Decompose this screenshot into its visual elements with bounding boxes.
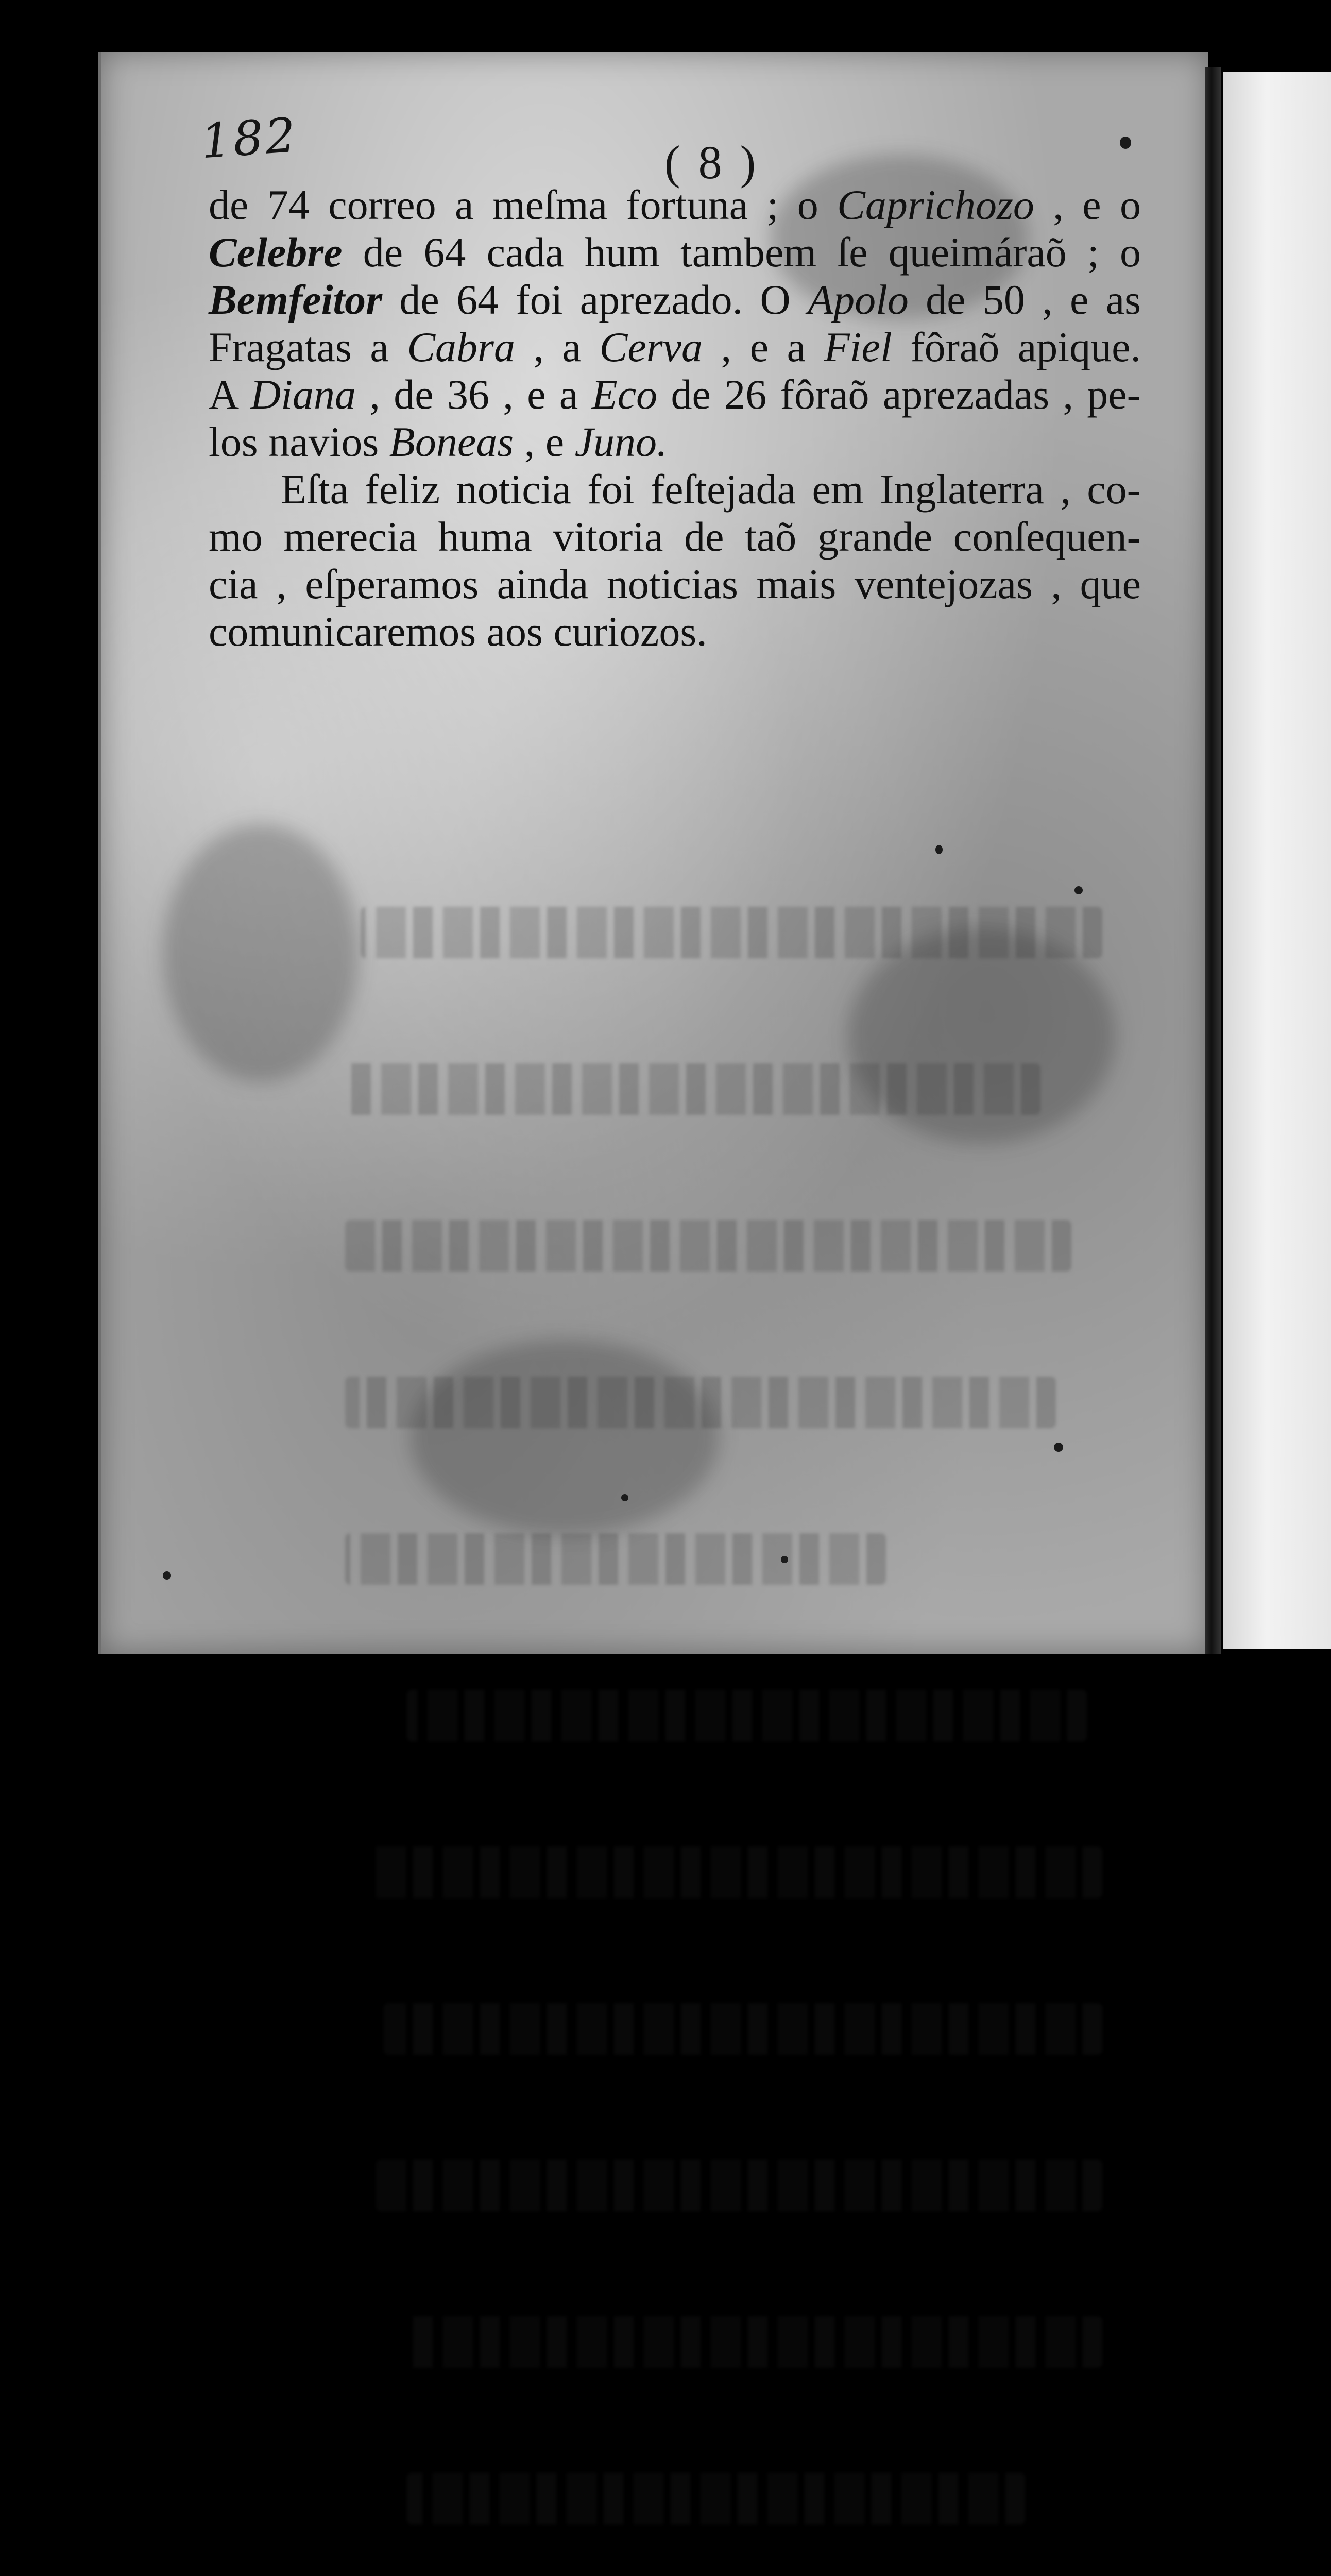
ship-name: Eco: [591, 371, 658, 418]
ink-speck: [1120, 137, 1131, 149]
ship-name: Boneas: [389, 418, 514, 465]
text-line: Eſta feliz noticia foi feſtejada em Inglaterra , co-: [281, 466, 1141, 513]
text-line: [209, 276, 1141, 324]
stain: [163, 824, 359, 1082]
ship-name: Cabra: [407, 324, 515, 370]
ship-name: Celebre: [209, 229, 343, 276]
ink-speck: [163, 1571, 171, 1580]
text-line: comunicaremos aos curiozos.: [209, 608, 707, 655]
text-run: Fragatas a: [209, 324, 407, 370]
bleed-through-line: [368, 1846, 1102, 1898]
text-run: de 26 fôraõ aprezadas , pe-: [657, 371, 1141, 418]
bleed-through-line: [407, 2473, 1025, 2524]
text-line: [209, 371, 1141, 418]
text-run: de 50 , e as: [908, 276, 1141, 323]
text-line: [209, 418, 1141, 466]
text-run: de 64 cada hum tambem ſe queimáraõ ; o: [342, 229, 1141, 276]
ship-name: Fiel: [824, 324, 892, 370]
text-run: , e a: [703, 324, 824, 370]
bleed-through-line: [345, 1377, 1056, 1428]
body-text: [209, 181, 1141, 655]
bleed-through-line: [407, 2316, 1102, 2368]
page-number: ( 8 ): [664, 136, 759, 189]
bleed-through-line: [407, 1690, 1087, 1741]
bleed-through-line: [384, 2003, 1102, 2055]
ship-name: Juno.: [574, 418, 668, 465]
text-run: , e o: [1034, 181, 1141, 228]
bleed-through-line: [361, 907, 1102, 958]
ship-name: Cerva: [599, 324, 703, 370]
bleed-through-line: [345, 1220, 1071, 1272]
text-run: , de 36 , e a: [356, 371, 592, 418]
bleed-through-line: [345, 1063, 1040, 1115]
text-run: A: [209, 371, 251, 418]
binding-gutter: [1205, 67, 1221, 1654]
ship-name: Diana: [250, 371, 356, 418]
handwritten-folio-number: 182: [199, 107, 300, 170]
ship-name: Caprichozo: [837, 181, 1034, 228]
text-run: , a: [515, 324, 600, 370]
ship-name: Apolo: [808, 276, 909, 323]
text-run: los navios: [209, 418, 389, 465]
adjacent-page-edge: [1223, 72, 1331, 1649]
text-run: de 64 foi aprezado. O: [382, 276, 808, 323]
bleed-through-line: [376, 2160, 1102, 2211]
text-line: mo merecia huma vitoria de taõ grande conſequen-: [209, 513, 1141, 560]
text-line: [209, 229, 1141, 276]
text-run: de 74 correo a meſma fortuna ; o: [209, 181, 838, 228]
text-line: cia , eſperamos ainda noticias mais ventejozas , que: [209, 561, 1141, 607]
paragraph-celebration: [209, 466, 1141, 655]
bleed-through-text: [330, 804, 1102, 1422]
text-run: fôraõ apique.: [892, 324, 1141, 370]
text-line: [209, 324, 1141, 371]
text-line: [209, 181, 1141, 229]
ship-name: Bemfeitor: [209, 276, 383, 323]
bleed-through-line: [345, 1533, 886, 1585]
text-run: , e: [514, 418, 575, 465]
paragraph-ship-losses: [209, 181, 1141, 466]
